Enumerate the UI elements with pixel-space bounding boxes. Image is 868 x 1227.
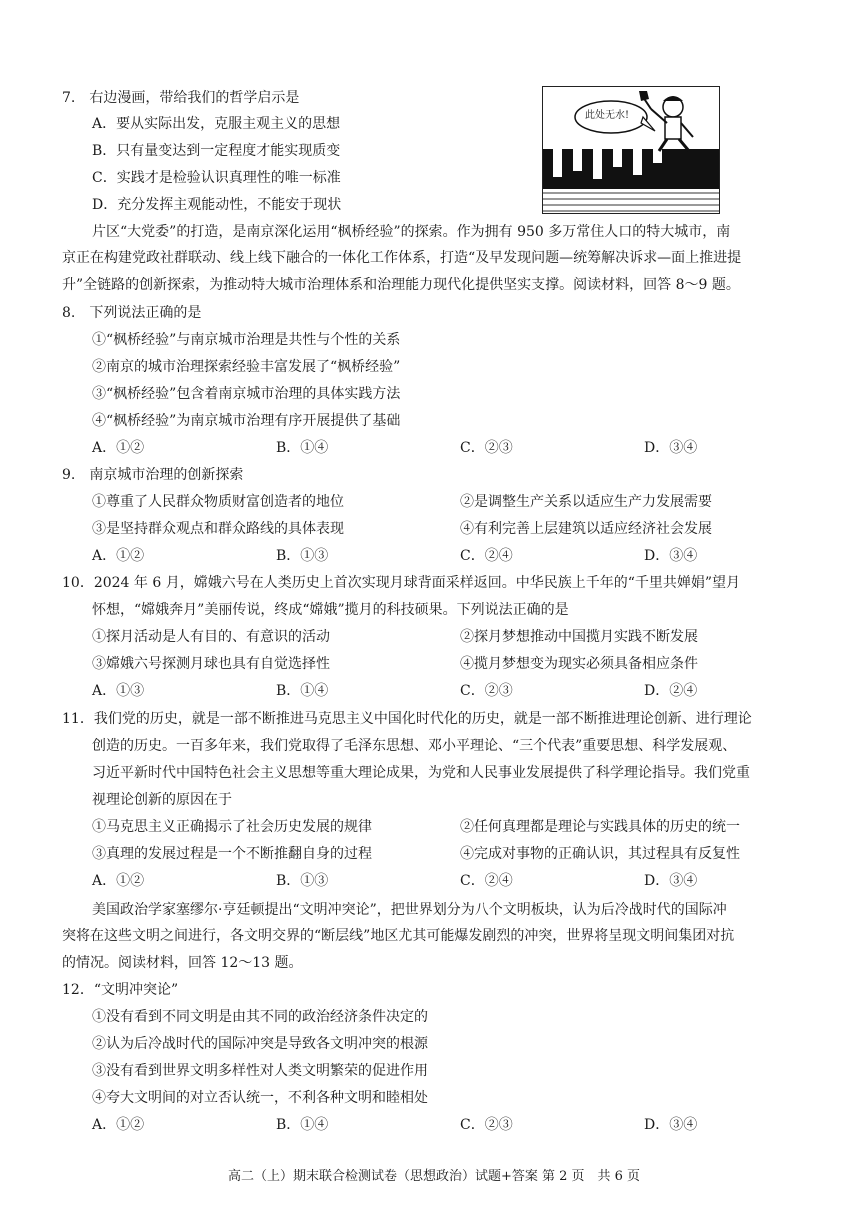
q12-stem: 12．“文明冲突论” bbox=[62, 982, 179, 998]
q12-item-3: ③没有看到世界文明多样性对人类文明繁荣的促进作用 bbox=[92, 1063, 428, 1079]
material-12-13-line-2: 突将在这些文明之间进行，各文明交界的“断层线”地区尤其可能爆发剧烈的冲突，世界将呈现文明间集团对抗 bbox=[62, 928, 735, 944]
q8-item-4: ④“枫桥经验”为南京城市治理有序开展提供了基础 bbox=[92, 413, 401, 429]
q10-item-4: ④揽月梦想变为现实必须具备相应条件 bbox=[460, 656, 698, 672]
q12-choice-b: B．①④ bbox=[276, 1117, 329, 1133]
q11-choice-c: C．②④ bbox=[460, 873, 513, 889]
q12-item-2: ②认为后冷战时代的国际冲突是导致各文明冲突的根源 bbox=[92, 1036, 428, 1052]
q11-item-1: ①马克思主义正确揭示了社会历史发展的规律 bbox=[92, 819, 372, 835]
page-footer: 高二（上）期末联合检测试卷（思想政治）试题+答案 第 2 页 共 6 页 bbox=[227, 1169, 641, 1184]
q12-item-4: ④夸大文明间的对立否认统一，不利各种文明和睦相处 bbox=[92, 1090, 428, 1106]
q11-items-row-1 bbox=[92, 817, 812, 837]
material-8-9-line-2: 京正在构建党政社群联动、线上线下融合的一体化工作体系，打造“及早发现问题—统筹解决诉求—面上推进提 bbox=[62, 250, 742, 266]
q9-choices bbox=[92, 546, 712, 566]
q11-choice-b: B．①③ bbox=[276, 873, 329, 889]
q10-item-2: ②探月梦想推动中国揽月实践不断发展 bbox=[460, 629, 698, 645]
q10-choice-c: C．②③ bbox=[460, 683, 513, 699]
q8-item-1: ①“枫桥经验”与南京城市治理是共性与个性的关系 bbox=[92, 332, 401, 348]
q9-items-row-1 bbox=[92, 492, 812, 512]
q11-item-3: ③真理的发展过程是一个不断推翻自身的过程 bbox=[92, 846, 372, 862]
q11-item-2: ②任何真理都是理论与实践具体的历史的统一 bbox=[460, 819, 740, 835]
q10-items-row-1 bbox=[92, 627, 812, 647]
q9-choice-d: D．③④ bbox=[644, 548, 698, 564]
q11-choice-a: A．①② bbox=[92, 873, 145, 889]
q8-choice-a: A．①② bbox=[92, 440, 145, 456]
q9-stem: 9. 南京城市治理的创新探索 bbox=[62, 467, 244, 483]
q8-stem: 8. 下列说法正确的是 bbox=[62, 305, 202, 321]
q7-stem: 7. 右边漫画，带给我们的哲学启示是 bbox=[62, 90, 300, 106]
q11-stem-line-2: 创造的历史。一百多年来，我们党取得了毛泽东思想、邓小平理论、“三个代表”重要思想、科学发展观、 bbox=[92, 738, 737, 754]
cartoon-drawing bbox=[543, 87, 720, 214]
q9-item-4: ④有利完善上层建筑以适应经济社会发展 bbox=[460, 521, 712, 537]
q8-choice-d: D．③④ bbox=[644, 440, 698, 456]
q11-items-row-2 bbox=[92, 844, 812, 864]
q10-item-3: ③嫦娥六号探测月球也具有自觉选择性 bbox=[92, 656, 330, 672]
cartoon-image bbox=[542, 86, 720, 214]
q11-stem-line-3: 习近平新时代中国特色社会主义思想等重大理论成果，为党和人民事业发展提供了科学理论指导。我们党重 bbox=[92, 765, 750, 781]
q10-item-1: ①探月活动是人有目的、有意识的活动 bbox=[92, 629, 330, 645]
q10-stem-line-2: 怀想，“嫦娥奔月”美丽传说，终成“嫦娥”揽月的科技硕果。下列说法正确的是 bbox=[92, 602, 569, 618]
material-8-9-line-1: 片区“大党委”的打造，是南京深化运用“枫桥经验”的探索。作为拥有 950 多万常住人口的特大城市，南 bbox=[92, 224, 731, 240]
q11-choice-d: D．③④ bbox=[644, 873, 698, 889]
q12-choices bbox=[92, 1115, 712, 1135]
q11-stem-line-1: 11．我们党的历史，就是一部不断推进马克思主义中国化时代化的历史，就是一部不断推进理论创新、进行理论 bbox=[62, 711, 752, 727]
material-8-9-line-3: 升”全链路的创新探索，为推动特大城市治理体系和治理能力现代化提供坚实支撑。阅读材料，回答 8～9 题。 bbox=[62, 277, 740, 293]
q7-option-d: D．充分发挥主观能动性，不能安于现状 bbox=[92, 197, 342, 213]
material-12-13-line-3: 的情况。阅读材料，回答 12～13 题。 bbox=[62, 955, 303, 971]
q8-item-2: ②南京的城市治理探索经验丰富发展了“枫桥经验” bbox=[92, 359, 401, 375]
q9-choice-b: B．①③ bbox=[276, 548, 329, 564]
cartoon-speech-text: 此处无水! bbox=[585, 110, 630, 121]
q7-option-a: A．要从实际出发，克服主观主义的思想 bbox=[92, 116, 341, 132]
q9-item-1: ①尊重了人民群众物质财富创造者的地位 bbox=[92, 494, 344, 510]
q12-choice-d: D．③④ bbox=[644, 1117, 698, 1133]
q10-choice-a: A．①③ bbox=[92, 683, 145, 699]
q8-choice-b: B．①④ bbox=[276, 440, 329, 456]
q12-item-1: ①没有看到不同文明是由其不同的政治经济条件决定的 bbox=[92, 1009, 428, 1025]
q9-choice-c: C．②④ bbox=[460, 548, 513, 564]
q11-item-4: ④完成对事物的正确认识，其过程具有反复性 bbox=[460, 846, 740, 862]
q9-item-2: ②是调整生产关系以适应生产力发展需要 bbox=[460, 494, 712, 510]
q7-option-c: C．实践才是检验认识真理性的唯一标准 bbox=[92, 170, 341, 186]
q12-choice-a: A．①② bbox=[92, 1117, 145, 1133]
q10-choices bbox=[92, 681, 712, 701]
q11-stem-line-4: 视理论创新的原因在于 bbox=[92, 792, 232, 808]
q11-choices bbox=[92, 871, 712, 891]
q7-option-b: B．只有量变达到一定程度才能实现质变 bbox=[92, 143, 341, 159]
q10-items-row-2 bbox=[92, 654, 812, 674]
q8-choices bbox=[92, 438, 712, 458]
q8-item-3: ③“枫桥经验”包含着南京城市治理的具体实践方法 bbox=[92, 386, 401, 402]
q10-stem-line-1: 10．2024 年 6 月，嫦娥六号在人类历史上首次实现月球背面采样返回。中华民族上千年的“千里共婵娟”望月 bbox=[62, 575, 741, 591]
material-12-13-line-1: 美国政治学家塞缪尔·亨廷顿提出“文明冲突论”，把世界划分为八个文明板块，认为后冷战时代的国际冲 bbox=[92, 902, 727, 918]
q8-choice-c: C．②③ bbox=[460, 440, 513, 456]
q9-item-3: ③是坚持群众观点和群众路线的具体表现 bbox=[92, 521, 344, 537]
q9-choice-a: A．①② bbox=[92, 548, 145, 564]
q12-choice-c: C．②③ bbox=[460, 1117, 513, 1133]
q9-items-row-2 bbox=[92, 519, 812, 539]
q10-choice-b: B．①④ bbox=[276, 683, 329, 699]
q10-choice-d: D．②④ bbox=[644, 683, 698, 699]
